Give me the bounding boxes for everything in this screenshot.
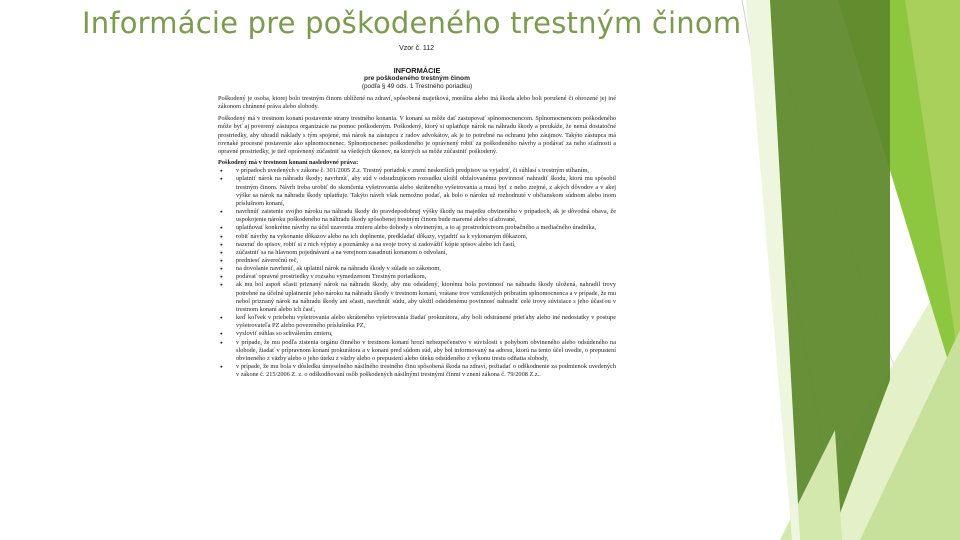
list-item: ● zúčastniť sa na hlavnom pojednávaní a na verejnom zasadnutí konanom o odvolaní, bbox=[218, 249, 616, 257]
list-item: ● v prípade, že mu bola v dôsledku úmyselného násilného trestného činu spôsobená škoda na zdraví, požiadať o odškodnenie za podmienok uvedených v zákone č. 215/2006 Z. z. o odškodňovaní osôb poškodených násilnými trestnými činmi v znení zákona č. 79/2008 Z.z.. bbox=[218, 363, 616, 379]
list-item: ● uplatňovať konkrétne návrhy na účel uzavretia zmieru alebo dohody s obvineným, a to aj prostredníctvom probačného a mediačného úradníka, bbox=[218, 224, 616, 232]
list-item: ● podávať opravné prostriedky v rozsahu vymedzenom Trestným poriadkom, bbox=[218, 273, 616, 281]
list-item: ● robiť návrhy na vykonanie dôkazov alebo na ich doplnenie, predkladať dôkazy, vyjadriť sa k vykonaným dôkazom, bbox=[218, 233, 616, 241]
list-item: ● uplatniť nárok na náhradu škody; navrhnúť, aby súd v odsudzujúcom rozsudku uložil obžalovanému povinnosť nahradiť škodu, ktorú mu spôsobil trestným činom. Návrh treba urobiť do skončenia vyšetrovania alebo skráteného vyšetrovania a musí byť z neho zrejmé, z akých dôvodov a v akej výške sa nárok na náhradu škody uplatňuje. Takýto návrh však nemožno podať, ak bolo o nároku už rozhodnuté v občianskom súdnom alebo inom príslušnom konaní, bbox=[218, 175, 616, 208]
list-item: ● nazerať do spisov, robiť si z nich výpisy a poznámky a na svoje trovy si zadovážiť kópie spisov alebo ich častí, bbox=[218, 241, 616, 249]
list-item: ● predniesť záverečnú reč, bbox=[218, 257, 616, 265]
rights-list bbox=[218, 167, 616, 379]
rights-title: Poškodený má v trestnom konaní nasledovné práva: bbox=[218, 159, 359, 167]
list-item: ● na dovolanie navrhnúť, ak uplatnil nárok na náhradu škody v súlade so zákonom, bbox=[218, 265, 616, 273]
list-item: ● ak mu bol aspoň sčasti priznaný nárok na náhradu škody, aby mu odsúdený, ktorému bola povinnosť na náhradu škody uložená, nahradil trovy potrebné na účelné uplatnenie jeho nároku na náhradu škody v trestnom konaní, vrátane trov vzniknutých pribratím splnomocnenca a v prípade, že mu nebol priznaný nárok na náhradu škody ani sčasti, navrhnúť súdu, aby uložil odsúdenému povinnosť nahradiť celé trovy súvisiace s jeho účasťou v trestnom konaní alebo ich časť, bbox=[218, 281, 616, 314]
form-number: Vzor č. 112 bbox=[399, 45, 434, 52]
list-item: ● v prípade, že mu podľa zistenia orgánu činného v trestnom konaní hrozí nebezpečenstvo v súvislosti s pohybom obvineného alebo odsúdeného na slobode, žiadať v prípravnom konaní prokurátora a v konaní pred súdom súd, aby bol informovaný na adresu, ktorú na tento účel uvedie, o prepustení obvineného z väzby alebo o jeho úteku z väzby alebo o prepustení alebo úteku odsúdeného z výkonu trestu odňatia slobody, bbox=[218, 339, 616, 363]
scanned-document bbox=[218, 44, 616, 528]
document-subheading: pre poškodeného trestným činom bbox=[364, 75, 470, 82]
paragraph-definition: Poškodený je osoba, ktorej bolo trestným činom ublížené na zdraví, spôsobená majetková, morálna alebo iná škoda alebo boli porušené či ohrozené jej iné zákonom chránené práva alebo slobody. bbox=[218, 95, 616, 111]
list-item: ● vysloviť súhlas so schválením zmieru, bbox=[218, 330, 616, 338]
slide-title: Informácie pre poškodeného trestným činom bbox=[82, 6, 742, 40]
list-item: ● keď koľvek v priebehu vyšetrovania alebo skráteného vyšetrovania žiadať prokurátora, aby boli odstránené prieťahy alebo iné nedostatky v postupe vyšetrovateľa PZ alebo povereného príslušníka PZ, bbox=[218, 314, 616, 330]
document-heading: INFORMÁCIE bbox=[393, 66, 441, 75]
document-law-reference: (podľa § 49 ods. 1 Trestného poriadku) bbox=[361, 83, 473, 90]
list-item: ● navrhnúť zaistenie svojho nároku na náhradu škody do pravdepodobnej výšky škody na majetku obvineného v prípadoch, ak je dôvodná obava, že uspokojenie nároku poškodeného na náhradu škody spôsobenej trestným činom bude maremé alebo sťažované, bbox=[218, 208, 616, 224]
paragraph-status: Poškodený má v trestnom konaní postavenie strany trestného konania. V konaní sa môže dať zastupovať splnomocnencom. Splnomocnencom poškodeného môže byť aj poverený zástupca organizácie na pomoc poškodeným. Poškodený, ktorý si uplatňuje nárok na náhradu škody a preukáže, že nemá dostatočné prostriedky, aby uhradil náklady s tým spojené, má nárok na zástupcu z radov advokátov, ak je to potrebné na ochranu jeho záujmov. Takýto zástupca má rovnaké procesné postavenie ako splnomocnenec. Splnomocnenec poškodeného je oprávnený robiť za poškodeného návrhy a podávať za neho sťažnosti a opravné prostriedky, je tiež oprávnený zúčastniť sa všetkých úkonov, na ktorých sa môže zúčastniť poškodený. bbox=[218, 115, 616, 155]
list-item: ● v prípadoch uvedených v zákone č. 301/2005 Z.z. Trestný poriadok v znení neskorších predpisov sa vyjadriť, či súhlasí s trestným stíhaním, bbox=[218, 167, 616, 175]
